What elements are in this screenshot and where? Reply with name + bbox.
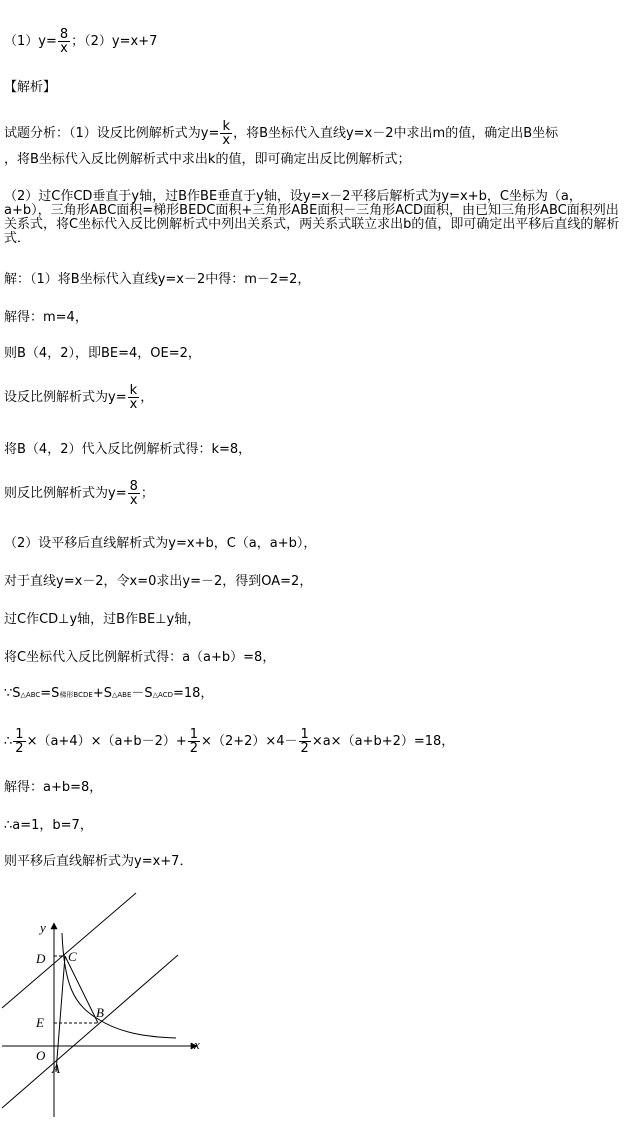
solution-line-3: 则B（4，2），即BE=4，OE=2， — [4, 346, 201, 361]
analysis-paragraph-2: （2）过C作CD垂直于y轴，过B作BE垂直于y轴，设y=x－2平移后解析式为y=x+b，C坐标为（a，a+b），三角形ABC面积=梯形BEDC面积+三角形ABE面积－三角形ACD面积，由已知三角形ABC面积列出关系式，将C坐标代入反比例解析式中列出关系式，两关系式联立求出b的值，即可确定出平移后直线的解析式． — [4, 189, 620, 246]
solution-line-6: 则反比例解析式为y= $\frac{8}{x}$ ； — [4, 479, 154, 508]
label-d: D — [36, 951, 46, 966]
solution-line-10: 将C坐标代入反比例解析式得：a（a+b）=8， — [4, 650, 276, 665]
fraction-k-over-x: $\frac{k}{x}$ — [222, 119, 231, 148]
solution-line-4: 设反比例解析式为y= $\frac{k}{x}$ ， — [4, 383, 154, 412]
solution-line-12: ∴ $\frac{1}{2}$ ×（a+4）×（a+b－2）+ $\frac{1}{2}$ ×（2+2）×4－ $\frac{1}{2}$ ×a×（a+b+2）=18， — [4, 727, 455, 756]
fraction-one-half: $\frac{1}{2}$ — [300, 727, 309, 756]
solution-line-2: 解得：m=4， — [4, 310, 88, 325]
fraction-k-over-x: $\frac{k}{x}$ — [129, 383, 138, 412]
label-o: O — [36, 1048, 46, 1063]
label-b: B — [96, 1005, 104, 1020]
solution-line-11: ∵S△ABC=S梯形BCDE+S△ABE－S△ACD=18， — [4, 686, 214, 701]
label-c: C — [68, 949, 77, 964]
solution-line-14: ∴a=1，b=7， — [4, 818, 93, 833]
solution-line-9: 过C作CD⊥y轴，过B作BE⊥y轴， — [4, 612, 201, 627]
label-x: x — [194, 1037, 200, 1052]
solution-line-13: 解得：a+b=8， — [4, 780, 103, 795]
label-y: y — [40, 920, 46, 935]
solution-line-7: （2）设平移后直线解析式为y=x+b，C（a，a+b）， — [4, 536, 317, 551]
fraction-8-over-x: $\frac{8}{x}$ — [129, 479, 138, 508]
answer-part2: ；（2）y=x+7 — [71, 34, 158, 49]
solution-line-8: 对于直线y=x－2，令x=0求出y=－2，得到OA=2， — [4, 574, 313, 589]
answer-line — [4, 28, 157, 55]
solution-line-5: 将B（4，2）代入反比例解析式得：k=8， — [4, 442, 252, 457]
label-e: E — [36, 1015, 44, 1030]
fraction-one-half: $\frac{1}{2}$ — [189, 727, 199, 756]
label-a: A — [52, 1061, 60, 1076]
analysis-line-2: ，将B坐标代入反比例解析式中求出k的值，即可确定出反比例解析式； — [4, 152, 411, 167]
solution-line-1: 解：（1）将B坐标代入直线y=x－2中得：m－2=2， — [4, 272, 311, 287]
fraction-8-over-x: $\frac{8}{x}$ — [59, 27, 69, 56]
answer-part1-prefix: （1）y= — [4, 34, 57, 49]
analysis-heading: 【解析】 — [4, 80, 57, 95]
original-line — [2, 955, 178, 1108]
analysis-line-1: 试题分析：（1）设反比例解析式为y= $\frac{k}{x}$ ，将B坐标代入直线y=x－2中求出m的值，确定出B坐标 — [4, 119, 559, 148]
geometry-figure — [0, 885, 230, 1125]
solution-line-15: 则平移后直线解析式为y=x+7． — [4, 854, 193, 869]
fraction-one-half: $\frac{1}{2}$ — [15, 727, 24, 756]
segment-cb — [65, 956, 98, 1023]
